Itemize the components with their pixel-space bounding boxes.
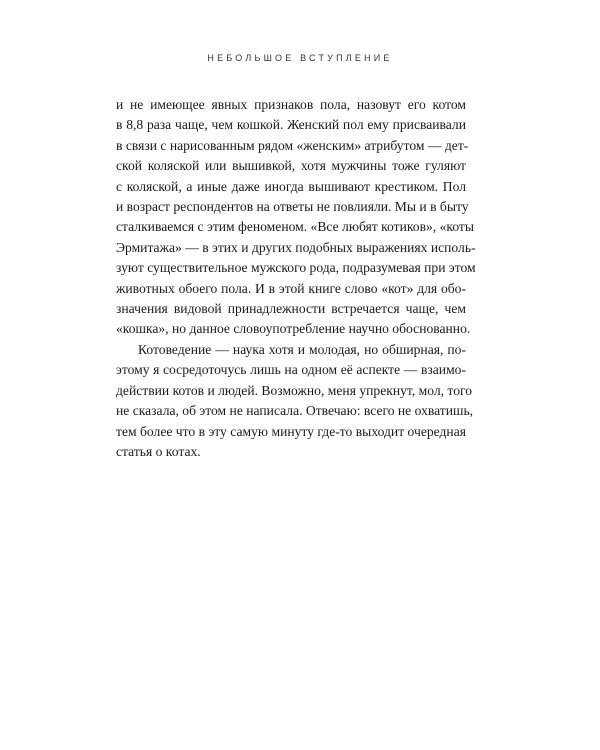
text-line: тем более что в эту самую минуту где-то выходит очередная bbox=[116, 423, 466, 439]
text-line: действии котов и людей. Возможно, меня упрекнут, мол, того bbox=[116, 382, 473, 398]
body-text bbox=[116, 95, 476, 462]
text-line: «кошка», но данное словоупотребление научно обоснованно. bbox=[116, 321, 471, 337]
text-line: зуют существительное мужского рода, подразумевая при этом bbox=[116, 260, 476, 276]
text-line: сталкиваемся с этим феноменом. «Все любят котиков», «коты bbox=[116, 219, 475, 235]
running-header: НЕБОЛЬШОЕ ВСТУПЛЕНИЕ bbox=[207, 53, 393, 63]
paragraph-1 bbox=[116, 95, 476, 340]
paragraph-2 bbox=[116, 340, 474, 462]
text-line: животных обоего пола. И в этой книге слово «кот» для обо- bbox=[116, 280, 466, 296]
text-line: и возраст респондентов на ответы не повлияли. Мы и в быту bbox=[116, 199, 469, 215]
text-line: с коляской, а иные даже иногда вышивают крестиком. Пол bbox=[116, 178, 466, 194]
text-line: в связи с нарисованным рядом «женским» атрибутом — дет- bbox=[116, 137, 469, 153]
text-line: ской коляской или вышивкой, хотя мужчины тоже гуляют bbox=[116, 158, 466, 174]
text-line: не сказала, об этом не написала. Отвечаю: всего не охватишь, bbox=[116, 403, 474, 419]
text-line: Котоведение — наука хотя и молодая, но обширная, по- bbox=[138, 341, 466, 357]
text-line: этому я сосредоточусь лишь на одном её аспекте — взаимо- bbox=[116, 362, 466, 378]
text-line: Эрмитажа» — в этих и других подобных выражениях исполь- bbox=[116, 239, 476, 255]
text-line: значения видовой принадлежности встречается чаще, чем bbox=[116, 301, 466, 317]
text-line: статья о котах. bbox=[116, 443, 201, 459]
text-line: в 8,8 раза чаще, чем кошкой. Женский пол ему присваивали bbox=[116, 117, 466, 133]
text-line: и не имеющее явных признаков пола, назовут его котом bbox=[116, 97, 466, 112]
